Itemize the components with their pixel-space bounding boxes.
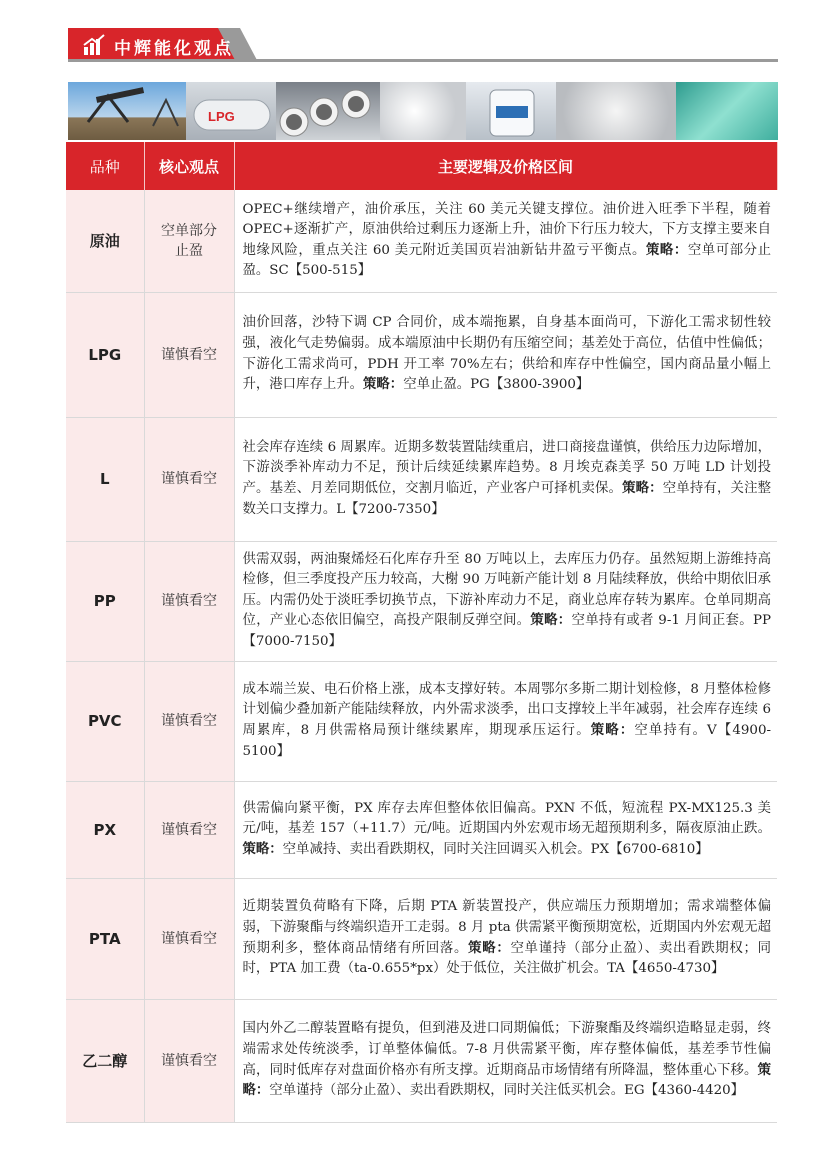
- strategy-text: 空单可部分止盈。SC【500-515】: [242, 242, 772, 279]
- logic-paragraph: [243, 313, 772, 395]
- strategy-text: 空单止盈。PG【3800-3900】: [403, 377, 590, 393]
- strategy-label: 策略：: [363, 377, 404, 393]
- header-view: 核心观点: [144, 142, 234, 190]
- logic-cell: [234, 292, 777, 417]
- core-view: 谨慎看空: [144, 781, 234, 878]
- logic-text: 供需偏向紧平衡，PX 库存去库但整体依旧偏高。PXN 不低，短流程 PX-MX125.3 美元/吨，基差 157（+11.7）元/吨。近期国内外宏观市场无超预期利多，隔夜原油止跌。: [242, 800, 771, 837]
- granules-photo: [556, 82, 676, 140]
- table-row: [66, 878, 777, 999]
- header-title: 中辉能化观点: [114, 39, 234, 59]
- logic-paragraph: [243, 200, 772, 282]
- table-row: [66, 541, 777, 661]
- strategy-label: 策略：: [645, 242, 688, 258]
- strategy-label: 策略：: [622, 481, 663, 496]
- core-view: 谨慎看空: [144, 878, 234, 999]
- strategy-label: 策略：: [242, 841, 283, 857]
- lpg-tank-photo: [186, 82, 276, 140]
- core-view: 空单部分止盈: [144, 190, 234, 292]
- logic-cell: [234, 541, 777, 661]
- core-view: 谨慎看空: [144, 417, 234, 541]
- product-name: PP: [66, 541, 144, 661]
- bar-chart-icon: [82, 33, 106, 57]
- logic-paragraph: [243, 799, 772, 861]
- logic-cell: [234, 417, 777, 541]
- logic-text: 社会库存连续 6 周累库。近期多数装置陆续重启，进口商接盘谨慎，供给压力边际增加，下游淡季补库动力不足，预计后续延续累库趋势。8 月埃克森美孚 50 万吨 LD 计划投产。基差、月差同期低位，交割月临近，产业客户可择机卖保。: [242, 439, 771, 496]
- logic-cell: [234, 781, 777, 878]
- strategy-label: 策略：: [590, 723, 635, 738]
- logic-cell: [234, 999, 777, 1122]
- logic-text: 油价回落，沙特下调 CP 合同价，成本端拖累，自身基本面尚可，下游化工需求韧性较强，液化气走势偏弱。成本端原油中长期仍有压缩空间；基差处于高位，估值中性偏低；下游化工需求尚可，PDH 开工率 70%左右；供给和库存中性偏空，国内商品量小幅上升，港口库存上升。: [242, 315, 771, 393]
- logic-text: OPEC+继续增产，油价承压，关注 60 美元关键支撑位。油价进入旺季下半程，随着 OPEC+逐渐扩产，原油供给过剩压力逐渐上升，油价下行压力较大，下方支撑主要来自地缘风险，重点关注 60 美元附近美国页岩油新钻井盈亏平衡点。: [242, 201, 771, 258]
- product-name: 乙二醇: [66, 999, 144, 1122]
- table-row: [66, 190, 777, 292]
- logic-cell: [234, 878, 777, 999]
- product-name: PTA: [66, 878, 144, 999]
- logic-text: 国内外乙二醇装置略有提负，但到港及进口同期偏低；下游聚酯及终端织造略显走弱，终端需求处传统淡季，订单整体偏低。7-8 月供需紧平衡，库存整体偏低，基差季节性偏高，同时低库存对盘面价格亦有所支撑。近期商品市场情绪有所降温，整体重心下移。: [242, 1021, 771, 1078]
- logic-text: 供需双弱，两油聚烯烃石化库存升至 80 万吨以上，去库压力仍存。虽然短期上游维持高检修，但三季度投产压力较高，大榭 90 万吨新产能计划 8 月陆续释放，供给中期依旧承压。内需仍处于淡旺季切换节点，下游补库动力不足，商业总库存转为累库。仓单同期高位，产业心态依旧偏空，高投产限制反弹空间。: [242, 551, 771, 629]
- logic-paragraph: [243, 550, 772, 653]
- strategy-text: 空单持有或者 9-1 月间正套。PP【7000-7150】: [242, 613, 771, 649]
- strategy-text: 空单减持、卖出看跌期权，同时关注回调买入机会。PX【6700-6810】: [282, 841, 709, 857]
- header-logic: 主要逻辑及价格区间: [234, 142, 777, 190]
- plastic-pellets-photo: [380, 82, 466, 140]
- banner-photo-strip: [68, 82, 778, 140]
- table-row: [66, 781, 777, 878]
- oil-pump-photo: [68, 82, 186, 140]
- logic-cell: [234, 661, 777, 781]
- logic-cell: [234, 190, 777, 292]
- svg-text:LPG: LPG: [208, 109, 235, 124]
- table-row: [66, 661, 777, 781]
- ethylene-glycol-bottle-photo: [466, 82, 556, 140]
- views-table: [66, 142, 778, 1123]
- table-header-row: [66, 142, 777, 190]
- core-view: 谨慎看空: [144, 661, 234, 781]
- product-name: 原油: [66, 190, 144, 292]
- table-row: [66, 999, 777, 1122]
- logic-paragraph: [243, 897, 772, 979]
- header-product: 品种: [66, 142, 144, 190]
- logic-paragraph: [243, 1019, 772, 1101]
- core-view: 谨慎看空: [144, 292, 234, 417]
- core-view: 谨慎看空: [144, 541, 234, 661]
- strategy-label: 策略：: [468, 940, 511, 956]
- strategy-label: 策略：: [530, 613, 572, 629]
- strategy-text: 空单谨持（部分止盈）、卖出看跌期权，同时关注低买机会。EG【4360-4420】: [269, 1083, 745, 1099]
- pvc-pipes-photo: [276, 82, 380, 140]
- logic-text: 成本端兰炭、电石价格上涨，成本支撑好转。本周鄂尔多斯二期计划检修，8 月整体检修计划偏少叠加新产能陆续释放，内外需求淡季，出口支撑较上半年减弱，社会库存连续 6 周累库，8 月供需格局预计继续累库，期现承压运行。: [242, 681, 771, 738]
- strategy-text: 空单谨持（部分止盈）、卖出看跌期权；同时，PTA 加工费（ta-0.655*px）处于低位，关注做扩机会。TA【4650-4730】: [242, 940, 771, 977]
- strategy-label: 策略：: [242, 1062, 771, 1099]
- table-row: [66, 292, 777, 417]
- table-row: [66, 417, 777, 541]
- strategy-text: 空单持有。V【4900-5100】: [242, 723, 771, 759]
- product-name: LPG: [66, 292, 144, 417]
- header-underline: [68, 59, 778, 62]
- product-name: PX: [66, 781, 144, 878]
- logic-paragraph: [243, 438, 772, 520]
- product-name: PVC: [66, 661, 144, 781]
- logic-text: 近期装置负荷略有下降，后期 PTA 新装置投产，供应端压力预期增加；需求端整体偏弱，下游聚酯与终端织造开工走弱。8 月 pta 供需紧平衡预期宽松，近期国内外宏观无超预期利多，整体商品情绪有所回落。: [242, 899, 771, 956]
- core-view: 谨慎看空: [144, 999, 234, 1122]
- logic-paragraph: [243, 680, 772, 762]
- strategy-text: 空单持有，关注整数关口支撑力。L【7200-7350】: [242, 481, 772, 517]
- product-name: L: [66, 417, 144, 541]
- section-header: [68, 28, 778, 62]
- glass-sheets-photo: [676, 82, 778, 140]
